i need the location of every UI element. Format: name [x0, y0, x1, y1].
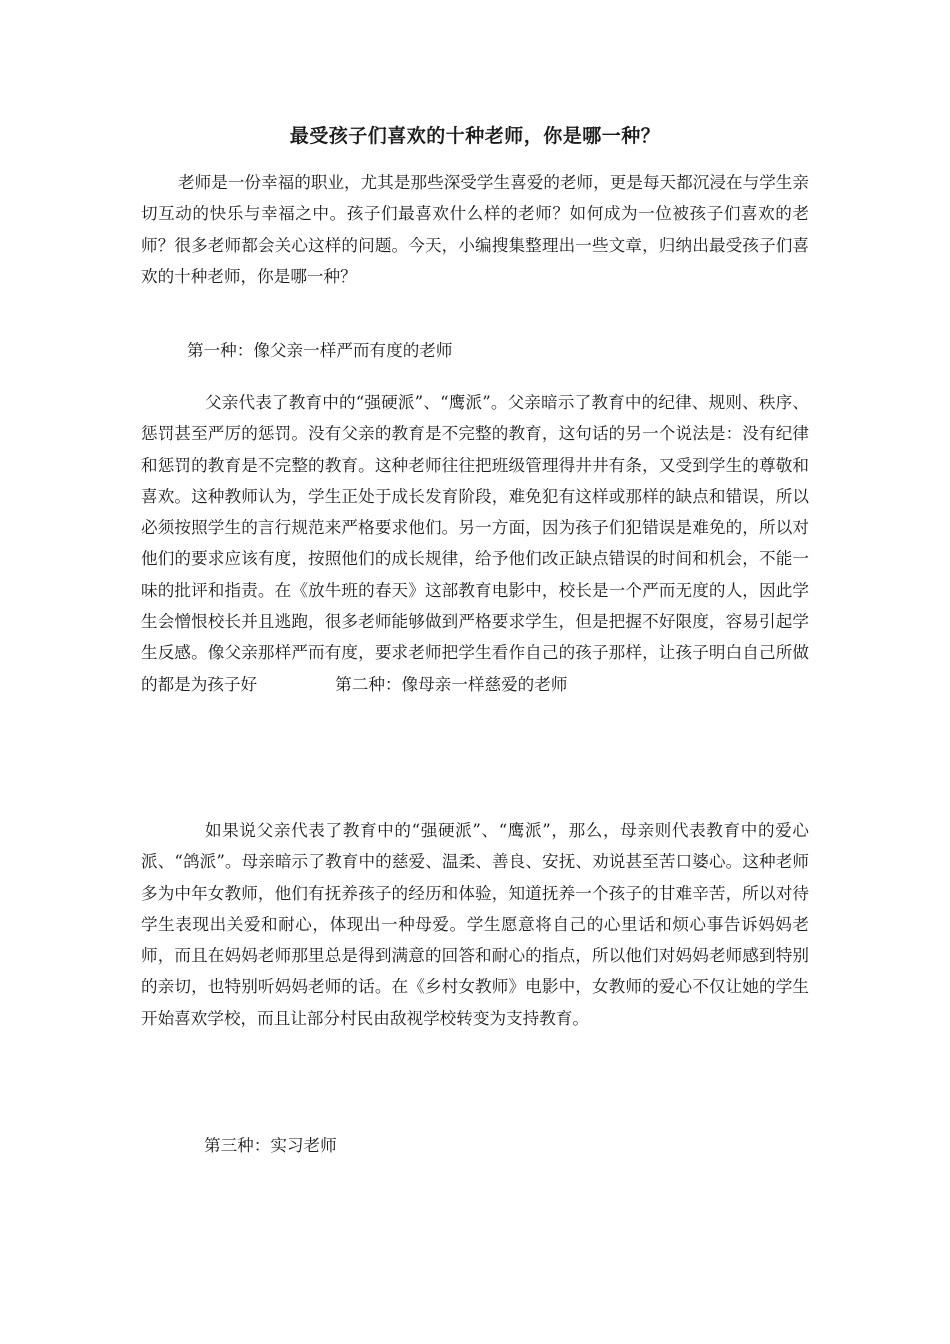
- intro-paragraph: 老师是一份幸福的职业，尤其是那些深受学生喜爱的老师，更是每天都沉浸在与学生亲切互动的快乐与幸福之中。孩子们最喜欢什么样的老师？如何成为一位被孩子们喜欢的老师？很多老师都会关心这样的问题。今天，小编搜集整理出一些文章，归纳出最受孩子们喜欢的十种老师，你是哪一种？: [141, 173, 809, 286]
- section-1-heading: 第一种：像父亲一样严而有度的老师: [187, 341, 453, 360]
- section-3-heading: 第三种：实习老师: [204, 1136, 337, 1155]
- document-title: 最受孩子们喜欢的十种老师，你是哪一种？: [289, 125, 661, 147]
- section-2-heading: 第二种：像母亲一样慈爱的老师: [335, 674, 568, 694]
- section-1-paragraph: [141, 387, 809, 700]
- section-2-body: 如果说父亲代表了教育中的“强硬派”、“鹰派”，那么，母亲则代表教育中的爱心派、“鸽派”。母亲暗示了教育中的慈爱、温柔、善良、安抚、劝说甚至苦口婆心。这种老师多为中年女教师，他们有抚养孩子的经历和体验，知道抚养一个孩子的甘难辛苦，所以对待学生表现出关爱和耐心，体现出一种母爱。学生愿意将自己的心里话和烦心事告诉妈妈老师，而且在妈妈老师那里总是得到满意的回答和耐心的指点，所以他们对妈妈老师感到特别的亲切，也特别听妈妈老师的话。在《乡村女教师》电影中，女教师的爱心不仅让她的学生开始喜欢学校，而且让部分村民由敌视学校转变为支持教育。: [141, 821, 809, 1028]
- section-1-body: 父亲代表了教育中的“强硬派”、“鹰派”。父亲暗示了教育中的纪律、规则、秩序、惩罚甚至严厉的惩罚。没有父亲的教育是不完整的教育，这句话的另一个说法是：没有纪律和惩罚的教育是不完整的教育。这种老师往往把班级管理得井井有条，又受到学生的尊敬和喜欢。这种教师认为，学生正处于成长发育阶段，难免犯有这样或那样的缺点和错误，所以必须按照学生的言行规范来严格要求他们。另一方面，因为孩子们犯错误是难免的，所以对他们的要求应该有度，按照他们的成长规律，给予他们改正缺点错误的时间和机会，不能一味的批评和指责。在《放牛班的春天》这部教育电影中，校长是一个严而无度的人，因此学生会憎恨校长并且逃跑，很多老师能够做到严格要求学生，但是把握不好限度，容易引起学生反感。像父亲那样严而有度，要求老师把学生看作自己的孩子那样，让孩子明白自己所做的都是为孩子好: [141, 393, 809, 694]
